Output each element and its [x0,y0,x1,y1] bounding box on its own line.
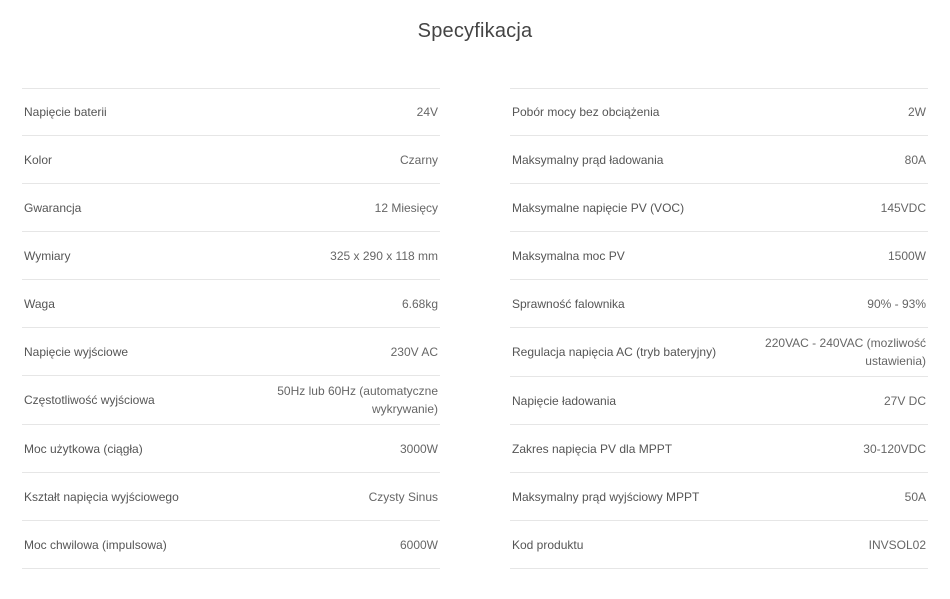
table-row [510,184,928,232]
table-row [510,280,928,328]
table-row [510,232,928,280]
spec-label: Sprawność falownika [512,296,625,311]
spec-label: Regulacja napięcia AC (tryb bateryjny) [512,345,717,359]
spec-label: Waga [24,296,55,311]
spec-value: 2W [908,105,926,119]
table-row [510,521,928,569]
spec-label: Moc chwilowa (impulsowa) [24,537,167,552]
spec-label: Kod produktu [512,537,584,552]
spec-label: Pobór mocy bez obciążenia [512,105,660,119]
spec-label: Częstotliwość wyjściowa [24,393,155,407]
spec-label: Maksymalne napięcie PV (VOC) [512,200,685,215]
spec-label: Kolor [24,152,53,167]
spec-label: Maksymalny prąd ładowania [512,152,664,167]
table-row [510,377,928,425]
spec-value: 325 x 290 x 118 mm [330,248,438,263]
spec-value: 145VDC [880,200,926,215]
table-row [510,473,928,521]
table-row [22,328,440,376]
table-row [510,136,928,184]
spec-value: 50Hz lub 60Hz (automatyczne wykrywanie) [277,384,438,416]
spec-label: Wymiary [24,248,71,263]
table-row [510,88,928,136]
spec-value: Czarny [399,152,438,167]
spec-value: Czysty Sinus [368,489,438,504]
table-row [22,425,440,473]
spec-value: 24V [416,105,438,119]
spec-label: Napięcie ładowania [512,393,617,408]
table-row [22,521,440,569]
spec-label: Moc użytkowa (ciągła) [24,441,143,456]
spec-value: 27V DC [883,393,926,408]
table-row [22,232,440,280]
spec-value: 220VAC - 240VAC (mozliwość ustawienia) [765,336,926,368]
spec-label: Napięcie baterii [24,105,107,119]
table-row [22,376,440,425]
spec-label: Zakres napięcia PV dla MPPT [512,441,673,456]
spec-value: 3000W [399,441,438,456]
spec-value: 80A [904,152,926,167]
spec-value: 50A [904,489,926,504]
spec-value: 90% - 93% [867,296,926,311]
spec-label: Maksymalny prąd wyjściowy MPPT [512,489,700,504]
table-row [22,136,440,184]
spec-value: 1500W [887,248,926,263]
page-title: Specyfikacja [417,20,533,42]
spec-label: Napięcie wyjściowe [24,344,129,359]
specification-columns [0,43,950,569]
spec-value: 230V AC [390,344,438,359]
spec-value: 6000W [399,537,438,552]
spec-label: Maksymalna moc PV [512,248,625,263]
table-row [510,425,928,473]
table-row [22,280,440,328]
spec-value: 6.68kg [401,296,438,311]
specification-column-right [510,88,928,569]
spec-label: Kształt napięcia wyjściowego [24,489,179,504]
table-row [510,328,928,377]
table-row [22,473,440,521]
spec-label: Gwarancja [24,200,82,215]
spec-value: 30-120VDC [863,441,926,456]
spec-value: INVSOL02 [868,537,926,552]
table-row [22,88,440,136]
specification-column-left [22,88,440,569]
spec-value: 12 Miesięcy [374,200,438,215]
table-row [22,184,440,232]
